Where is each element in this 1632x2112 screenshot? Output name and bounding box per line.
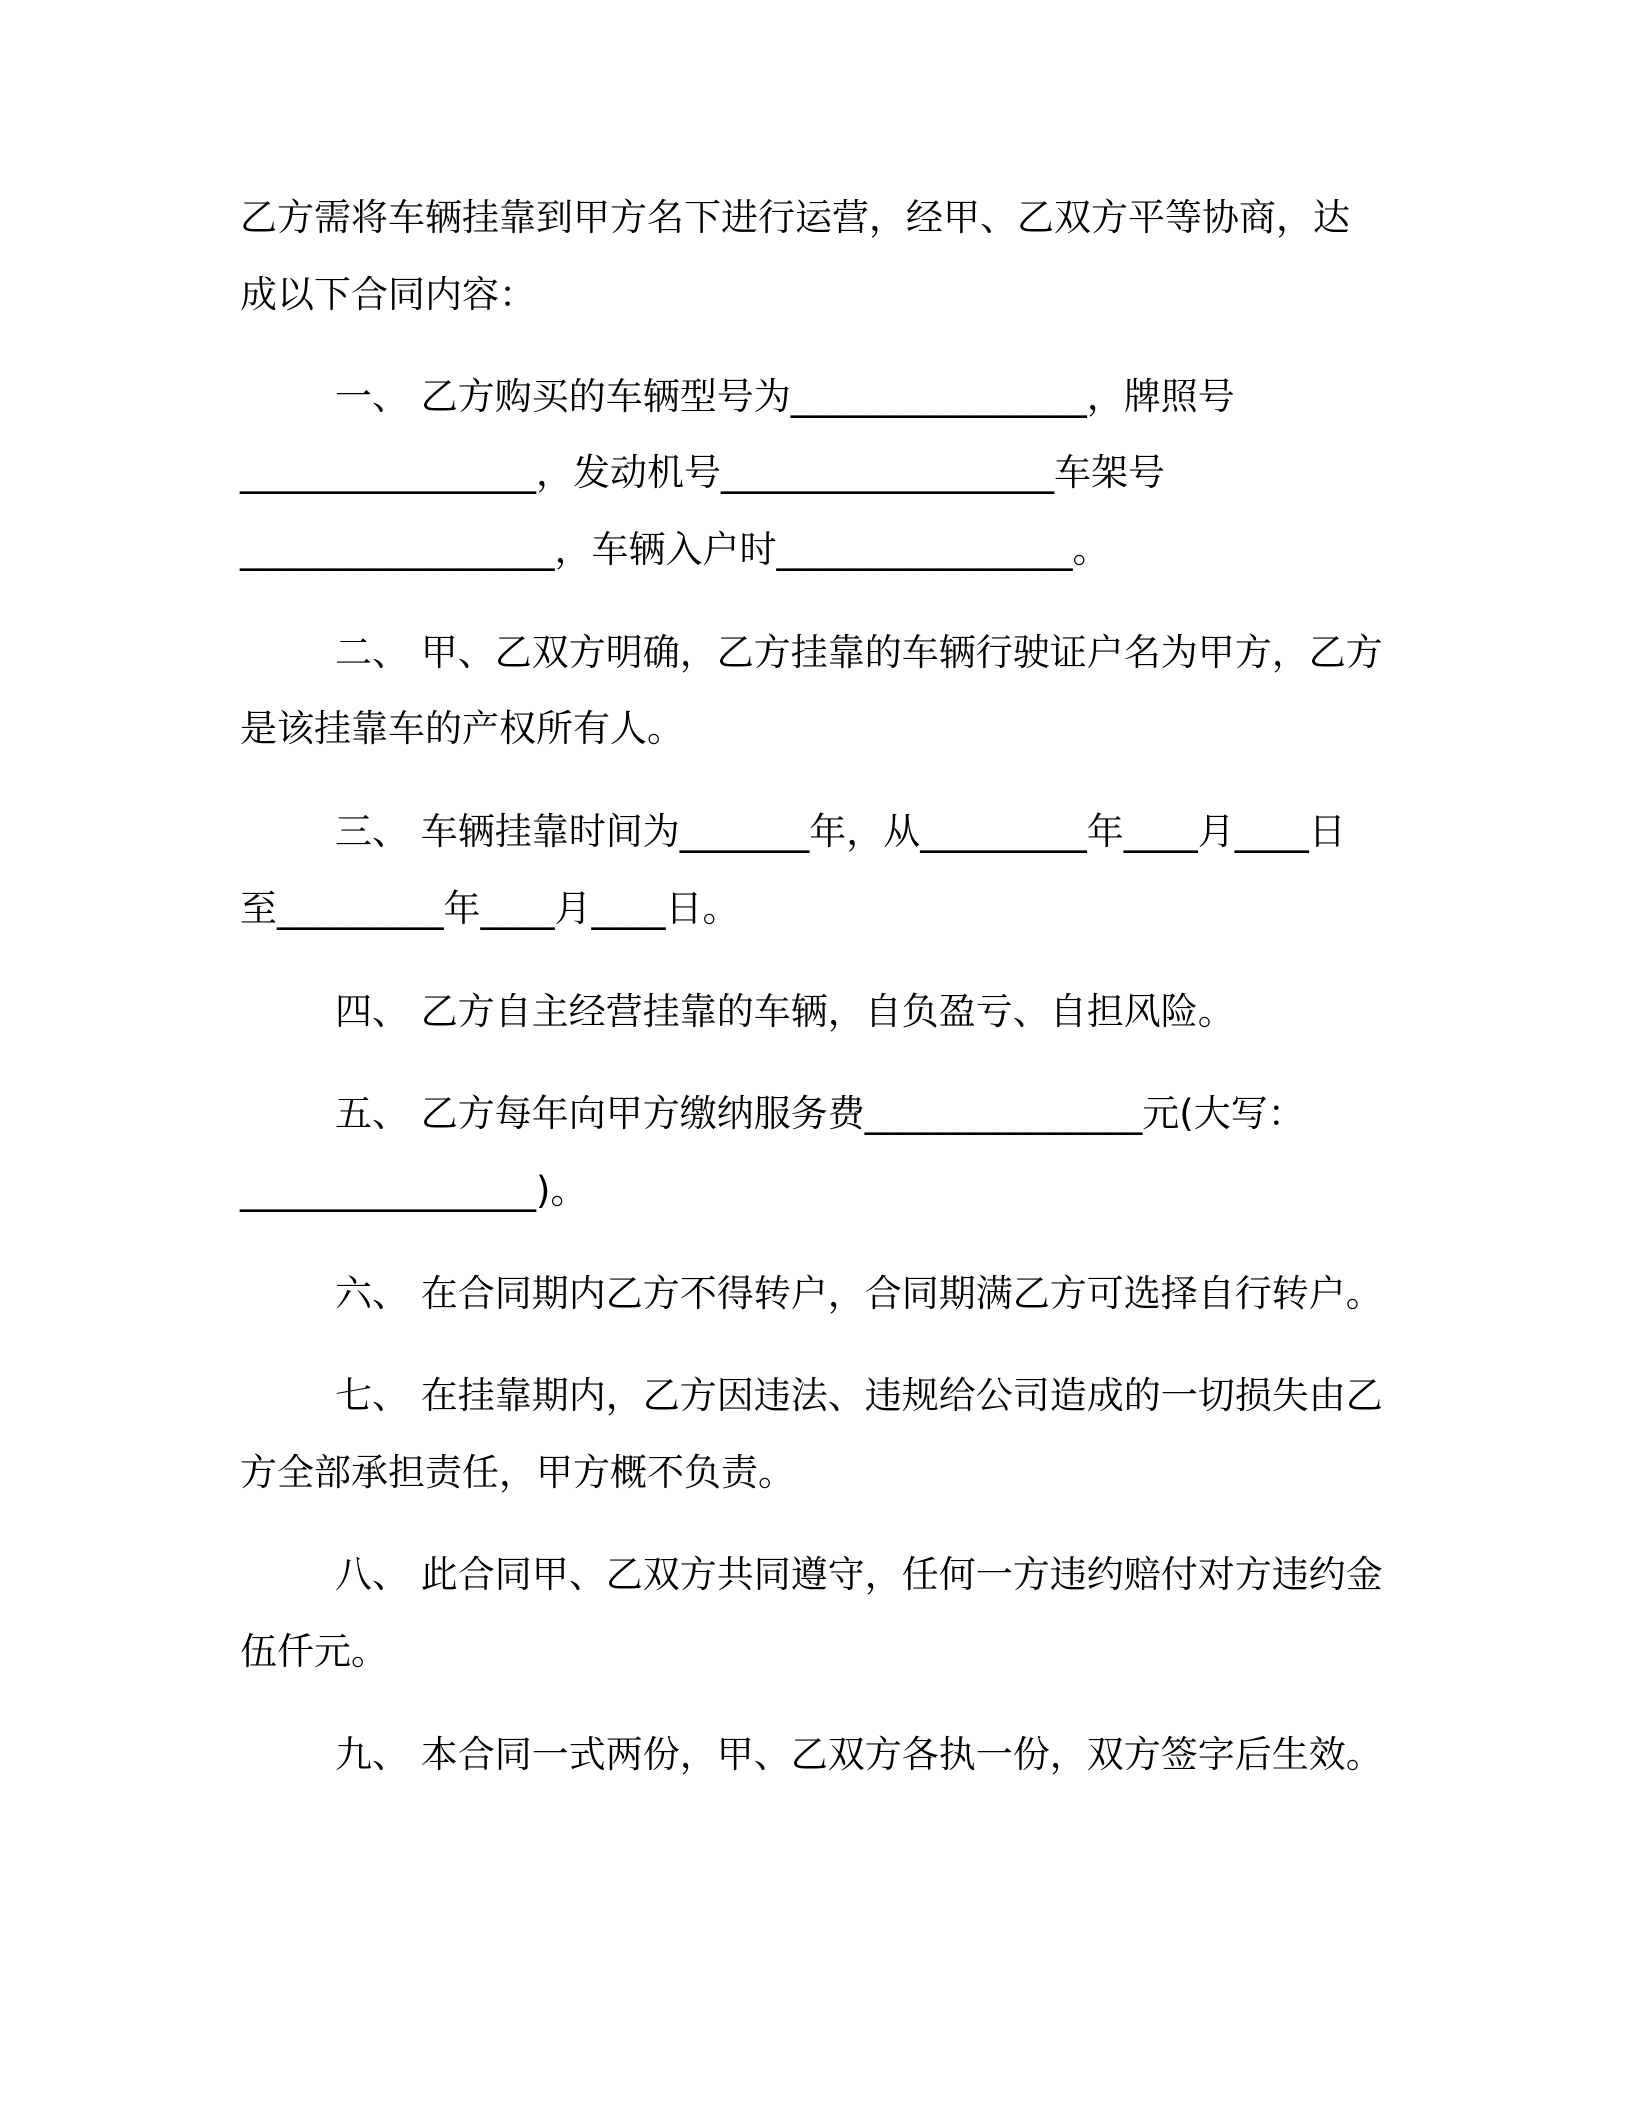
clause-1-line-3: _________________，车辆入户时________________。	[240, 528, 1110, 571]
clause-7-line-1: 七、 在挂靠期内，乙方因违法、违规给公司造成的一切损失由乙	[335, 1374, 1383, 1417]
clause-9-line-1: 九、 本合同一式两份，甲、乙双方各执一份，双方签字后生效。	[335, 1733, 1383, 1776]
clause-4-line-1: 四、 乙方自主经营挂靠的车辆，自负盈亏、自担风险。	[335, 990, 1235, 1033]
clause-1-line-2: ________________，发动机号__________________车架号	[240, 451, 1165, 494]
clause-5-line-2: ________________)。	[240, 1169, 588, 1212]
clause-3-line-2: 至_________年____月____日。	[240, 887, 740, 930]
intro-line-2: 成以下合同内容：	[240, 273, 536, 316]
clause-5-line-1: 五、 乙方每年向甲方缴纳服务费_______________元(大写：	[335, 1092, 1305, 1135]
clause-6-line-1: 六、 在合同期内乙方不得转户，合同期满乙方可选择自行转户。	[335, 1272, 1383, 1315]
intro-line-1: 乙方需将车辆挂靠到甲方名下进行运营，经甲、乙双方平等协商，达	[240, 196, 1350, 239]
clause-2-line-2: 是该挂靠车的产权所有人。	[240, 707, 684, 750]
clause-7-line-2: 方全部承担责任，甲方概不负责。	[240, 1451, 795, 1494]
clause-8-line-2: 伍仟元。	[240, 1630, 388, 1673]
clause-1-line-1: 一、 乙方购买的车辆型号为________________，牌照号	[335, 375, 1235, 418]
clause-2-line-1: 二、 甲、乙双方明确，乙方挂靠的车辆行驶证户名为甲方，乙方	[335, 631, 1383, 674]
clause-3-line-1: 三、 车辆挂靠时间为_______年，从_________年____月____日	[335, 810, 1346, 853]
clause-8-line-1: 八、 此合同甲、乙双方共同遵守，任何一方违约赔付对方违约金	[335, 1553, 1383, 1596]
